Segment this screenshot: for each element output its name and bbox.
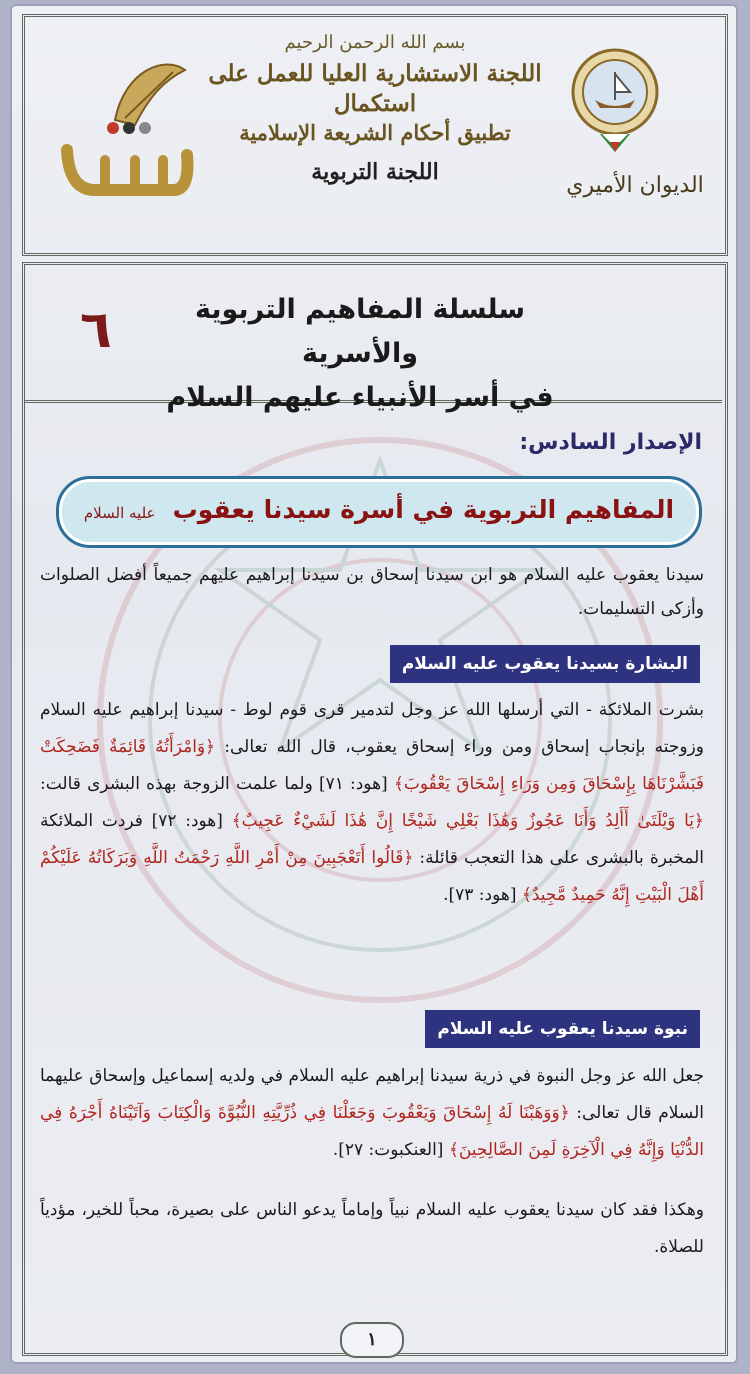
committee-quill-logo-icon — [55, 50, 195, 200]
section-heading-glad-tidings: البشارة بسيدنا يعقوب عليه السلام — [390, 645, 700, 683]
edition-label: الإصدار السادس: — [519, 430, 702, 455]
verse-hud-73: ﴿قَالُوا أَتَعْجَبِينَ مِنْ أَمْرِ اللَّهِ رَحْمَتُ اللَّهِ وَبَرَكَاتُهُ عَلَيْكُمْ أَهْلَ الْبَيْتِ إِنَّهُ حَمِيدٌ مَّجِيدٌ﴾ — [40, 848, 704, 905]
amiri-diwan-emblem-icon — [560, 42, 710, 212]
verse-ankabut-27: ﴿وَوَهَبْنَا لَهُ إِسْحَاقَ وَيَعْقُوبَ وَجَعَلْنَا فِي ذُرِّيَّتِهِ النُّبُوَّةَ وَالْكِتَابَ وَآتَيْنَاهُ أَجْرَهُ فِي الدُّنْيَا وَإِنَّهُ فِي الْآخِرَةِ لَمِنَ الصَّالِحِينَ﴾ — [40, 1103, 704, 1160]
section1-text-3: [هود: ٧٢] فردت الملائكة المخبرة بالبشرى على هذا التعجب قائلة: — [40, 811, 704, 868]
series-number: ٦ — [80, 300, 112, 360]
section1-body — [40, 692, 704, 914]
series-title-line2: في أسر الأنبياء عليهم السلام — [166, 382, 554, 413]
committee-name: اللجنة التربوية — [311, 159, 439, 185]
council-name-line2: تطبيق أحكام الشريعة الإسلامية — [239, 120, 511, 145]
emblem-caption: الديوان الأميري — [566, 173, 704, 198]
series-title-line1: سلسلة المفاهيم التربوية والأسرية — [194, 294, 525, 369]
section1-text-4: [هود: ٧٣]. — [443, 885, 517, 905]
intro-paragraph: سيدنا يعقوب عليه السلام هو ابن سيدنا إسحاق بن سيدنا إبراهيم عليهم جميعاً أفضل الصلوات وأزكى التسليمات. — [40, 565, 704, 619]
series-title — [150, 288, 570, 420]
basmala: بسم الله الرحمن الرحيم — [284, 32, 466, 53]
section2-text-1: جعل الله عز وجل النبوة في ذرية سيدنا إبراهيم عليه السلام في ولديه إسماعيل وإسحاق عليهما السلام قال تعالى: — [40, 1066, 704, 1123]
topic-banner — [56, 476, 702, 548]
verse-hud-72: ﴿يَا وَيْلَتَىٰ أَأَلِدُ وَأَنَا عَجُوزٌ وَهَٰذَا بَعْلِي شَيْخًا إِنَّ هَٰذَا لَشَيْءٌ عَجِيبٌ﴾ — [231, 811, 704, 831]
header-text — [200, 30, 550, 185]
section1-text-2: [هود: ٧١] ولما علمت الزوجة بهذه البشرى قالت: — [40, 774, 388, 794]
banner-honorific: عليه السلام — [83, 504, 156, 522]
section2-body — [40, 1058, 704, 1169]
section2-closing: وهكذا فقد كان سيدنا يعقوب عليه السلام نبياً وإماماً يدعو الناس على بصيرة، محباً للخير، مؤدياً للصلاة. — [40, 1200, 704, 1257]
verse-hud-71: ﴿وَامْرَأَتُهُ قَائِمَةٌ فَضَحِكَتْ فَبَشَّرْنَاهَا بِإِسْحَاقَ وَمِن وَرَاءِ إِسْحَاقَ يَعْقُوبَ﴾ — [40, 737, 704, 794]
banner-title: المفاهيم التربوية في أسرة سيدنا يعقوب — [172, 495, 675, 524]
council-name-line1: اللجنة الاستشارية العليا للعمل على استكمال — [208, 60, 542, 117]
page-number: ١ — [340, 1322, 404, 1358]
section1-text-1: بشرت الملائكة - التي أرسلها الله عز وجل لتدمير قرى قوم لوط - سيدنا إبراهيم عليه السلام وزوجته بإنجاب إسحاق ومن وراء إسحاق يعقوب، قال الله تعالى: — [40, 700, 704, 757]
section-heading-prophethood: نبوة سيدنا يعقوب عليه السلام — [425, 1010, 700, 1048]
section2-text-2: [العنكبوت: ٢٧]. — [332, 1140, 444, 1160]
